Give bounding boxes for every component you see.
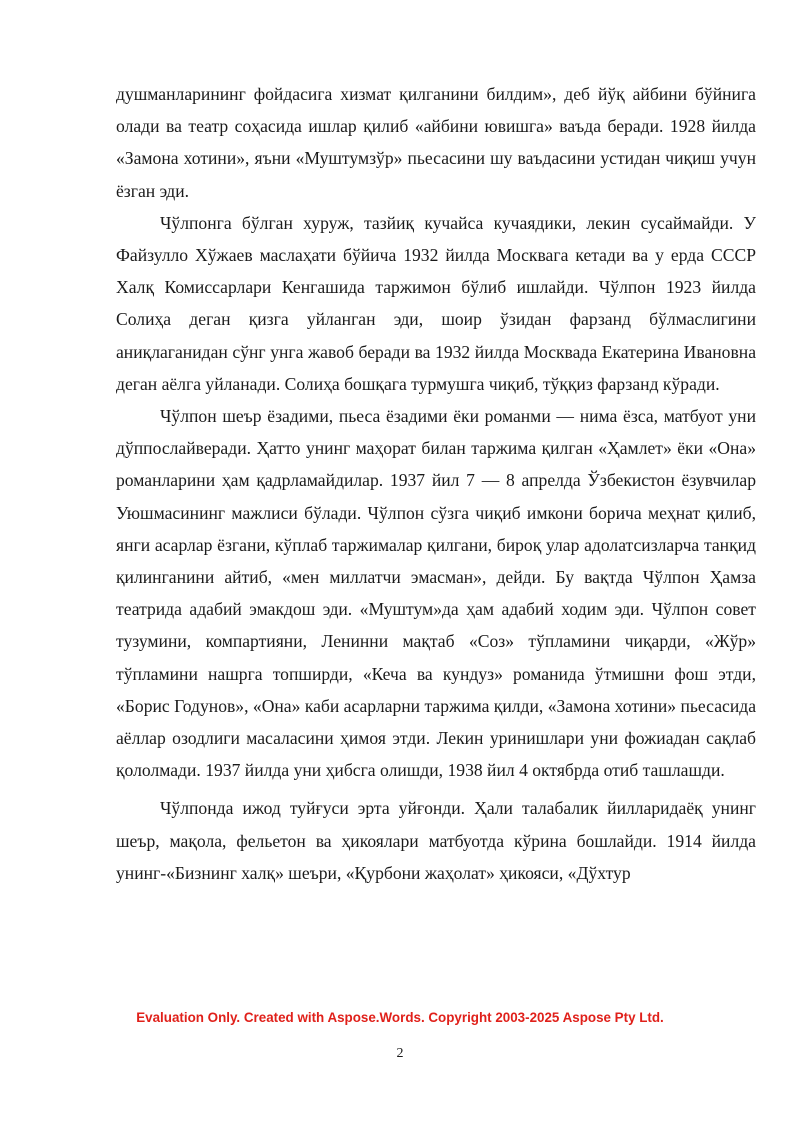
paragraph-3: Чўлпон шеър ёзадими, пьеса ёзадими ёки романми — нима ёзса, матбуот уни дўппослайверади. Ҳатто унинг маҳорат билан таржима қилган «Ҳамлет» ёки «Она» романларини ҳам қадрламайдилар. 1937 йил 7 — 8 апрелда Ўзбекистон ёзувчилар Уюшмасининг мажлиси бўлади. Чўлпон сўзга чиқиб имкони борича меҳнат қилиб, янги асарлар ёзгани, кўплаб таржималар қилгани, бироқ улар адолатсизларча танқид қилинганини айтиб, «мен миллатчи эмасман», дейди. Бу вақтда Чўлпон Ҳамза театрида адабий эмакдош эди. «Муштум»да ҳам адабий ходим эди. Чўлпон совет тузумини, компартияни, Ленинни мақтаб «Соз» тўпламини чиқарди, «Жўр» тўпламини нашрга топширди, «Кеча ва кундуз» романида ўтмишни фош этди, «Борис Годунов», «Она» каби асарларни таржима қилди, «Замона хотини» пьесасида аёллар озодлиги масаласини ҳимоя этди. Лекин уринишлари уни фожиадан сақлаб қололмади. 1937 йилда уни ҳибсга олишди, 1938 йил 4 октябрда отиб ташлашди. xyxy=(116,406,756,781)
paragraph-1: душманларининг фойдасига хизмат қилганини билдим», деб йўқ айбини бўйнига олади ва театр соҳасида ишлар қилиб «айбини ювишга» ваъда беради. 1928 йилда «Замона хотини», яъни «Муштумзўр» пьесасини шу ваъдасини устидан чиқиш учун ёзган эди. xyxy=(116,84,756,201)
page-number: 2 xyxy=(396,1046,404,1061)
evaluation-watermark-note: Evaluation Only. Created with Aspose.Words. Copyright 2003-2025 Aspose Pty Ltd. xyxy=(136,1010,664,1025)
paragraph-2: Чўлпонга бўлган хуруж, тазйиқ кучайса кучаядики, лекин сусаймайди. У Файзулло Хўжаев маслаҳати бўйича 1932 йилда Москвага кетади ва у ерда СССР Халқ Комиссарлари Кенгашида таржимон бўлиб ишлайди. Чўлпон 1923 йилда Солиҳа деган қизга уйланган эди, шоир ўзидан фарзанд бўлмаслигини аниқлаганидан сўнг унга жавоб беради ва 1932 йилда Москвада Екатерина Ивановна деган аёлга уйланади. Солиҳа бошқага турмушга чиқиб, тўққиз фарзанд кўради. xyxy=(116,212,756,394)
body-text xyxy=(116,78,756,889)
paragraph-4: Чўлпонда ижод туйғуси эрта уйғонди. Ҳали талабалик йилларидаёқ унинг шеър, мақола, фельетон ва ҳикоялари матбуотда кўрина бошлайди. 1914 йилда унинг-«Бизнинг халқ» шеъри, «Қурбони жаҳолат» ҳикояси, «Дўхтур xyxy=(116,798,756,883)
